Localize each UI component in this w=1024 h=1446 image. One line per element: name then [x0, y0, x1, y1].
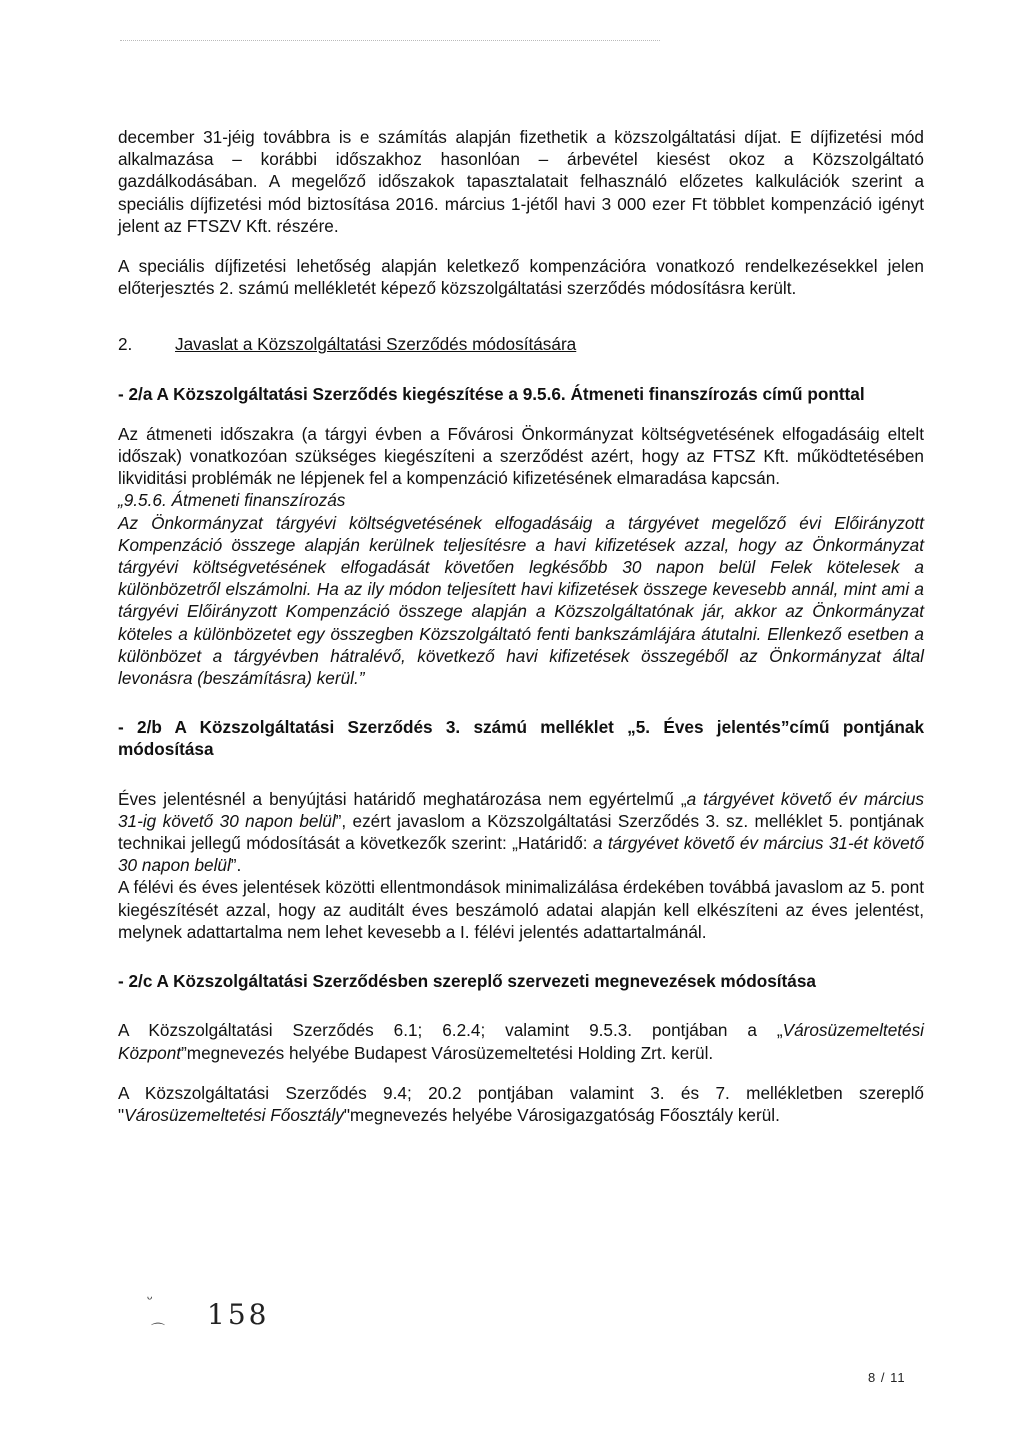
- subsection-2c-paragraph-1: [118, 1019, 924, 1063]
- subsection-2c-old-name-2: Városüzemeltetési Főosztály: [124, 1104, 344, 1125]
- subsection-2c-old-name-1: Városüzemeltetési Központ: [118, 1020, 924, 1063]
- subsection-2c-text-1: A Közszolgáltatási Szerződés 6.1; 6.2.4; valamint 9.5.3. pontjában a „: [118, 1020, 783, 1041]
- subsection-2a-heading: - 2/a A Közszolgáltatási Szerződés kiegészítése a 9.5.6. Átmeneti finanszírozás című ponttal: [118, 383, 865, 404]
- subsection-2b-text-3: ”.: [230, 855, 242, 876]
- scan-artifact-line: [120, 40, 660, 42]
- subsection-2c-paragraph-2: [118, 1082, 924, 1126]
- subsection-2a-paragraph: Az átmeneti időszakra (a tárgyi évben a Fővárosi Önkormányzat költségvetésének elfogadásáig eltelt időszak) vonatkozóan szükséges kiegészíteni a szerződést azért, hogy az FTSZ Kft. működtetésében likviditási problémák ne lépjenek fel a kompenzáció kifizetésének elmaradása kapcsán.: [118, 423, 924, 489]
- subsection-2a-quote-body: Az Önkormányzat tárgyévi költségvetésének elfogadásáig a tárgyévet megelőző évi Előirányzott Kompenzáció összege alapján kerülnek teljesítésre a havi kifizetések azzal, hogy az Önkormányzat tárgyévi költségvetésének elfogadását követően legkésőbb 30 napon belül Felek kötelesek a különbözetről elszámolni. Ha az ily módon teljesített havi kifizetések összege kevesebb annál, mint ami a tárgyévi Előirányzott Kompenzáció összege alapján a Közszolgáltatónak jár, akkor az Önkormányzat köteles a különbözetet egy összegben Közszolgáltató fenti bankszámlájára átutalni. Ellenkező esetben a különbözet a tárgyévben hátralévő, következő havi kifizetések összegéből az Önkormányzat által levonásra (beszámításra) kerül.”: [118, 512, 924, 689]
- page-number: 8 / 11: [868, 1370, 906, 1385]
- section-heading: [118, 333, 924, 355]
- paragraph-compensation-provisions: A speciális díjfizetési lehetőség alapján keletkező kompenzációra vonatkozó rendelkezésekkel jelen előterjesztés 2. számú mellékletét képező közszolgáltatási szerződés módosításra került.: [118, 256, 924, 299]
- subsection-2b-heading: - 2/b A Közszolgáltatási Szerződés 3. számú melléklet „5. Éves jelentés”című pontjának módosítása: [118, 717, 924, 760]
- subsection-2b-paragraph-audit: A félévi és éves jelentések közötti ellentmondások minimalizálása érdekében továbbá javaslom az 5. pont kiegészítését azzal, hogy az auditált éves beszámoló adatai alapján kell elkészíteni az éves jelentést, melynek adattartalma nem lehet kevesebb a I. félévi jelentés adattartalmánál.: [118, 877, 924, 942]
- document-body: [118, 126, 924, 1126]
- subsection-2c-text-3: A Közszolgáltatási Szerződés 9.4; 20.2 pontjában valamint 3. és 7. mellékletben szereplő ": [118, 1082, 924, 1125]
- subsection-2b-paragraph-deadline: [118, 788, 924, 877]
- handwritten-page-number: 158: [207, 1298, 270, 1331]
- subsection-2c-text-4: "megnevezés helyébe Városigazgatóság Főosztály kerül.: [343, 1104, 780, 1125]
- subsection-2a-quote-title: „9.5.6. Átmeneti finanszírozás: [118, 490, 346, 511]
- pen-mark-icon: ⌒: [151, 1322, 165, 1338]
- subsection-2c-text-2: ”megnevezés helyébe Budapest Városüzemeltetési Holding Zrt. kerül.: [181, 1042, 714, 1063]
- section-title: Javaslat a Közszolgáltatási Szerződés módosítására: [175, 334, 577, 355]
- pen-mark-icon: ᵕ: [147, 1290, 153, 1306]
- subsection-2b-quote-old: a tárgyévet követő év március 31-ig követő 30 napon belül: [118, 788, 924, 831]
- paragraph-compensation-intro: december 31-jéig továbbra is e számítás alapján fizethetik a közszolgáltatási díjat. E díjfizetési mód alkalmazása – korábbi időszakhoz hasonlóan – árbevétel kiesést okoz a Közszolgáltató gazdálkodásában. A megelőző időszakok tapasztalatait felhasználó előzetes kalkulációk szerint a speciális díjfizetési mód biztosítása 2016. március 1-jétől havi 3 000 ezer Ft többlet kompenzáció igényt jelent az FTSZV Kft. részére.: [118, 127, 924, 236]
- subsection-2b-quote-new: a tárgyévet követő év március 31-ét követő 30 napon belül: [118, 833, 924, 876]
- subsection-2c-heading: - 2/c A Közszolgáltatási Szerződésben szereplő szervezeti megnevezések módosítása: [118, 971, 816, 992]
- section-number: 2.: [118, 334, 133, 355]
- subsection-2b-text-1: Éves jelentésnél a benyújtási határidő meghatározása nem egyértelmű „: [118, 788, 687, 809]
- subsection-2b-text-2: ”, ezért javaslom a Közszolgáltatási Szerződés 3. sz. melléklet 5. pontjának technikai jellegű módosítását a következők szerint: „Határidő:: [118, 810, 924, 854]
